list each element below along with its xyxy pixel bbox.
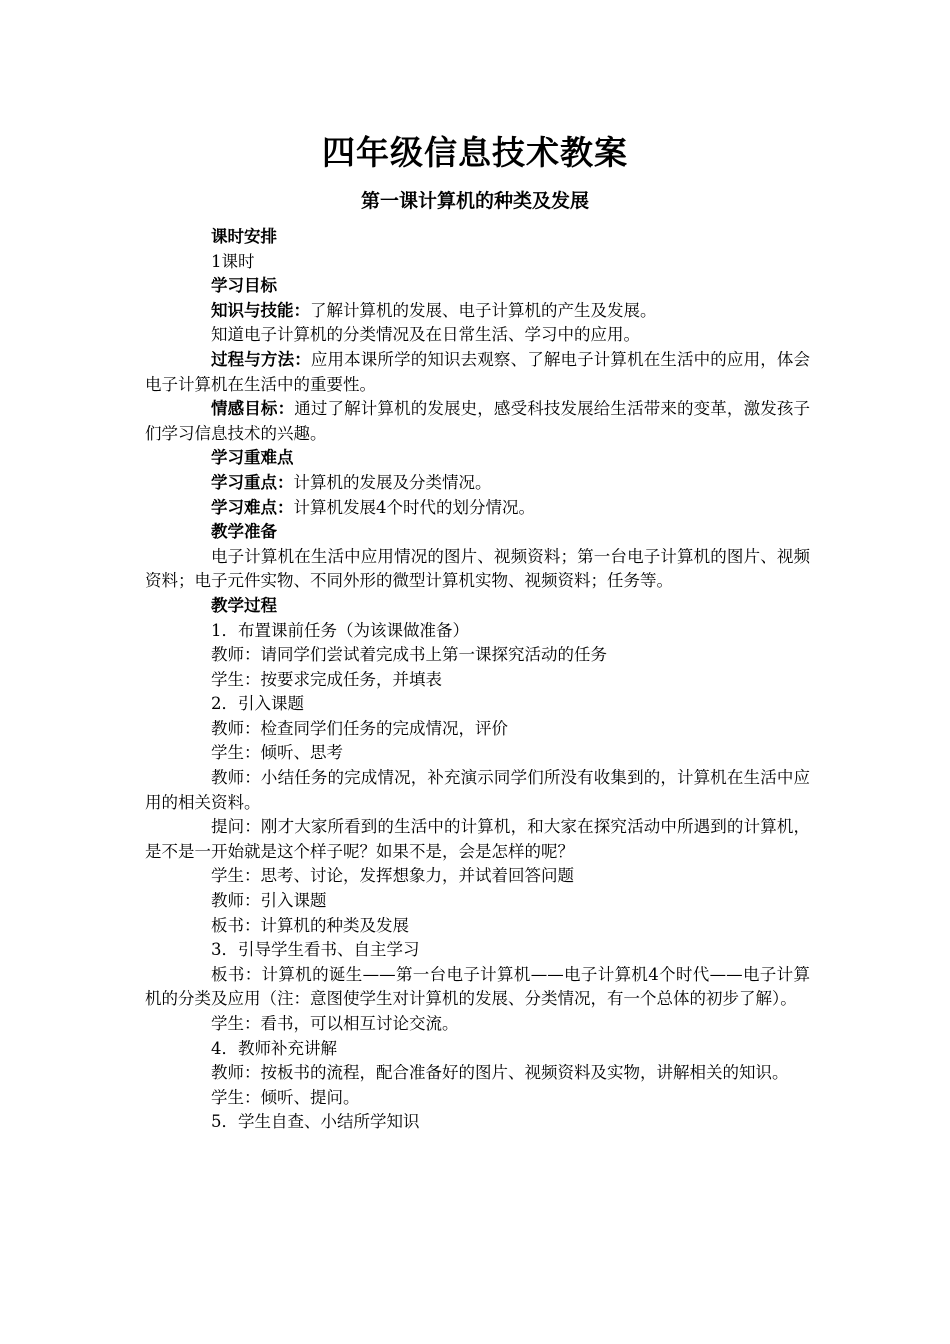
key-point-label: 学习重点：	[211, 472, 294, 492]
document-title: 四年级信息技术教案	[322, 133, 628, 172]
objective-process-text: 应用本课所学的知识去观察、了解电子计算机在生活中的应用，体会电子计算机在生活中的重要性。	[145, 349, 811, 394]
process-line: 提问：刚才大家所看到的生活中的计算机，和大家在探究活动中所遇到的计算机，是不是一开始就是这个样子呢？如果不是，会是怎样的呢？	[145, 817, 810, 861]
process-line: 板书：计算机的种类及发展	[211, 915, 409, 935]
process-line: 4．教师补充讲解	[211, 1038, 337, 1058]
process-line: 学生：倾听、思考	[211, 743, 343, 763]
process-line: 教师：小结任务的完成情况，补充演示同学们所没有收集到的，计算机在生活中应用的相关资料。	[145, 768, 810, 812]
document-body	[145, 225, 810, 1135]
objective-emotion-label: 情感目标：	[211, 399, 295, 419]
schedule-text: 1课时	[211, 251, 255, 271]
difficult-point-label: 学习难点：	[211, 497, 294, 517]
objective-emotion	[145, 397, 810, 446]
process-line: 5．学生自查、小结所学知识	[211, 1112, 420, 1132]
objective-knowledge-label: 知识与技能：	[211, 300, 310, 320]
process-line: 1．布置课前任务（为该课做准备）	[211, 620, 469, 640]
process-line: 2．引入课题	[211, 694, 304, 714]
objective-process	[145, 348, 810, 397]
process-line: 学生：思考、讨论，发挥想象力，并试着回答问题	[211, 866, 574, 886]
lesson-title: 第一课计算机的种类及发展	[360, 190, 589, 212]
difficult-point-text: 计算机发展4个时代的划分情况。	[293, 497, 535, 517]
process-line: 学生：看书，可以相互讨论交流。	[211, 1014, 459, 1033]
heading-preparation: 教学准备	[211, 522, 277, 542]
heading-schedule: 课时安排	[211, 227, 277, 246]
heading-objectives: 学习目标	[211, 276, 277, 296]
preparation-text: 电子计算机在生活中应用情况的图片、视频资料；第一台电子计算机的图片、视频资料；电子元件实物、不同外形的微型计算机实物、视频资料；任务等。	[145, 546, 810, 591]
process-line: 3．引导学生看书、自主学习	[211, 940, 420, 960]
process-line: 教师：检查同学们任务的完成情况，评价	[211, 718, 508, 738]
process-line: 学生：按要求完成任务，并填表	[211, 669, 442, 689]
key-point	[145, 471, 810, 496]
objective-process-label: 过程与方法：	[211, 349, 311, 369]
heading-keypoints: 学习重难点	[211, 448, 294, 468]
objective-knowledge-2: 知道电子计算机的分类情况及在日常生活、学习中的应用。	[211, 325, 640, 345]
objective-knowledge	[145, 299, 810, 324]
heading-process: 教学过程	[211, 595, 277, 615]
objective-knowledge-text: 了解计算机的发展、电子计算机的产生及发展。	[310, 300, 657, 320]
process-line: 教师：请同学们尝试着完成书上第一课探究活动的任务	[211, 645, 607, 665]
difficult-point	[145, 496, 810, 521]
process-line: 学生：倾听、提问。	[211, 1087, 360, 1107]
key-point-text: 计算机的发展及分类情况。	[293, 472, 492, 492]
objective-emotion-text: 通过了解计算机的发展史，感受科技发展给生活带来的变革，激发孩子们学习信息技术的兴趣。	[145, 399, 811, 443]
process-line: 教师：按板书的流程，配合准备好的图片、视频资料及实物，讲解相关的知识。	[211, 1063, 789, 1083]
process-line: 板书：计算机的诞生——第一台电子计算机——电子计算机4个时代——电子计算机的分类及应用（注：意图使学生对计算机的发展、分类情况，有一个总体的初步了解）。	[145, 964, 810, 1009]
process-line: 教师：引入课题	[211, 891, 327, 911]
